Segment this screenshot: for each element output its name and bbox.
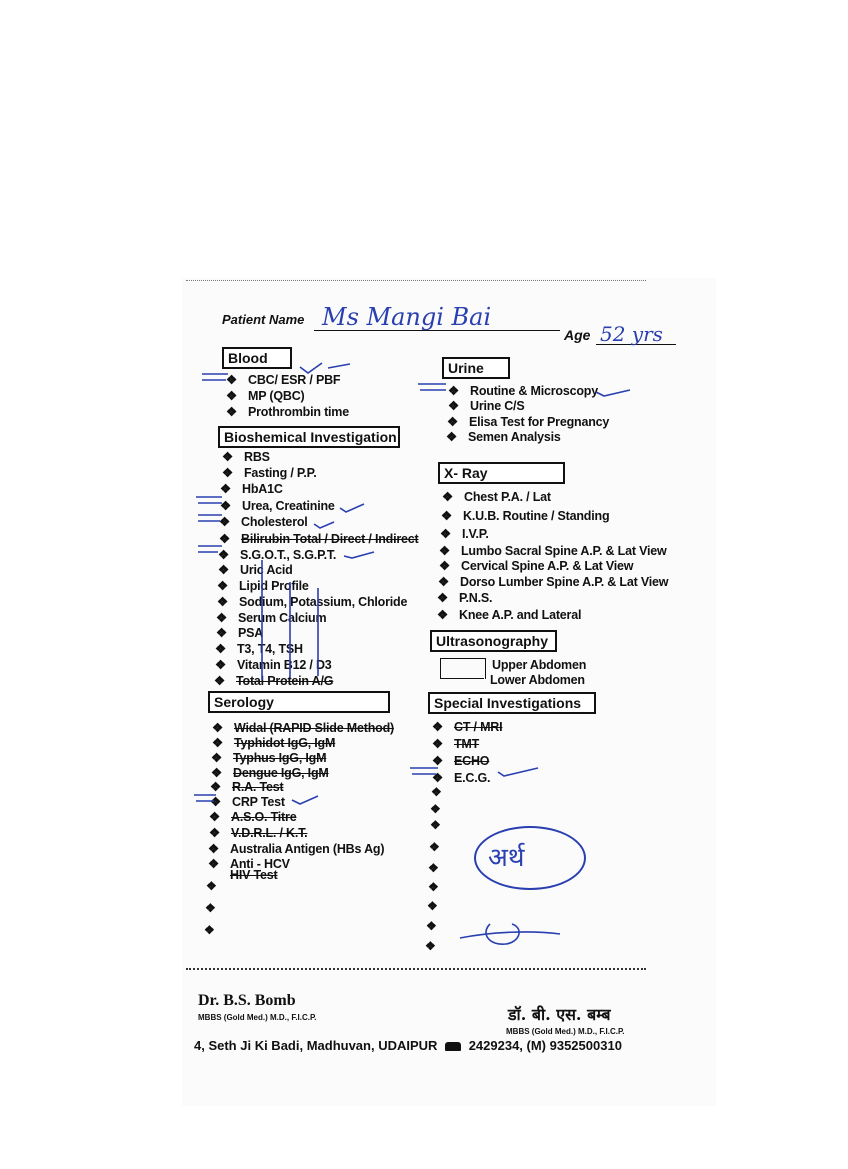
doctor-name-hi: डॉ. बी. एस. बम्ब (508, 1005, 611, 1024)
biochem-item: ❖ Fasting / P.P. (222, 466, 317, 480)
biochem-item: ❖ HbA1C (220, 482, 283, 496)
biochem-item: ❖ PSA (216, 626, 264, 640)
empty-bullet: ❖ (427, 899, 438, 913)
special-item: ❖ TMT (432, 737, 480, 751)
xray-item: ❖ Cervical Spine A.P. & Lat View (439, 559, 634, 573)
biochem-item: ❖ Sodium, Potassium, Chloride (217, 595, 408, 609)
tick-urine (418, 384, 630, 396)
clinic-address: 4, Seth Ji Ki Badi, Madhuvan, UDAIPUR 2429234, (M) 9352500310 (194, 1038, 622, 1053)
blood-item: ❖ MP (QBC) (226, 389, 305, 403)
biochem-item: ❖ RBS (222, 450, 270, 464)
biochem-item: ❖ Urea, Creatinine (220, 499, 335, 513)
tick-marks (194, 363, 630, 944)
serology-item: ❖ Australia Antigen (HBs Ag) (208, 842, 385, 856)
biochem-item: ❖ S.G.O.T., S.G.P.T. (218, 548, 337, 562)
special-item: ❖ E.C.G. (432, 771, 491, 785)
empty-bullet: ❖ (430, 818, 441, 832)
xray-item: ❖ Dorso Lumber Spine A.P. & Lat View (438, 575, 669, 589)
special-item: ❖ ECHO (432, 754, 490, 768)
serology-item: ❖ V.D.R.L. / K.T. (209, 826, 308, 840)
special-header: Special Investigations (428, 692, 596, 714)
xray-item: ❖ I.V.P. (440, 527, 489, 541)
vertical-strokes (262, 560, 318, 680)
empty-bullet: ❖ (429, 840, 440, 854)
empty-bullet: ❖ (204, 923, 215, 937)
usg-header: Ultrasonography (430, 630, 557, 652)
xray-item: ❖ Knee A.P. and Lateral (437, 608, 582, 622)
xray-item: ❖ Chest P.A. / Lat (442, 490, 551, 504)
biochem-item: ❖ Bilirubin Total / Direct / Indirect (219, 532, 419, 546)
urine-item: ❖ Routine & Microscopy (448, 384, 598, 398)
doctor-qual-hi: MBBS (Gold Med.) M.D., F.I.C.P. (506, 1027, 625, 1036)
patient-name-value: Ms Mangi Bai (322, 303, 492, 331)
serology-item: HIV Test (230, 868, 278, 882)
blood-item: ❖ CBC/ ESR / PBF (226, 373, 341, 387)
empty-bullet: ❖ (205, 901, 216, 915)
biochem-item: ❖ Lipid Profile (217, 579, 309, 593)
xray-header: X- Ray (438, 462, 565, 484)
blood-header: Blood (222, 347, 292, 369)
serology-item: ❖ R.A. Test (210, 780, 284, 794)
patient-name-label: Patient Name (222, 312, 305, 327)
serology-item: ❖ Typhidot IgG, IgM (212, 736, 336, 750)
biochem-item: ❖ Serum Calcium (216, 611, 327, 625)
blood-item: ❖ Prothrombin time (226, 405, 349, 419)
tick-ecg (410, 768, 538, 776)
empty-bullet: ❖ (428, 880, 439, 894)
urine-item: ❖ Urine C/S (448, 399, 525, 413)
age-label: Age (564, 327, 591, 343)
urine-item: ❖ Elisa Test for Pregnancy (447, 415, 610, 429)
xray-item: ❖ K.U.B. Routine / Standing (441, 509, 610, 523)
serology-item: ❖ Anti - HCV (208, 857, 290, 871)
biochem-item: ❖ Total Protein A/G (214, 674, 334, 688)
tick-crp (194, 795, 318, 804)
doctor-qual-en: MBBS (Gold Med.) M.D., F.I.C.P. (198, 1013, 317, 1022)
empty-bullet: ❖ (426, 919, 437, 933)
tick-sgot (198, 546, 374, 558)
tick-urea (196, 497, 364, 512)
tick-chol (198, 515, 334, 528)
usg-item: Upper Abdomen (492, 658, 587, 672)
xray-item: ❖ P.N.S. (437, 591, 493, 605)
biochem-item: ❖ Vitamin B12 / D3 (215, 658, 332, 672)
biochem-item: ❖ Uric Acid (218, 563, 293, 577)
special-item: ❖ CT / MRI (432, 720, 503, 734)
serology-item: ❖ Typhus IgG, IgM (211, 751, 327, 765)
age-value: 52 yrs (600, 322, 663, 346)
empty-bullet: ❖ (430, 802, 441, 816)
tick-cbc (202, 374, 228, 380)
footer-divider (186, 968, 646, 970)
empty-bullet: ❖ (425, 939, 436, 953)
biochem-item: ❖ Cholesterol (219, 515, 308, 529)
empty-bullet: ❖ (428, 861, 439, 875)
tick-blood (300, 363, 350, 373)
serology-item: ❖ Widal (RAPID Slide Method) (212, 721, 394, 735)
serology-header: Serology (208, 691, 390, 713)
handwritten-note: अर्थ (488, 843, 525, 873)
doctor-name-en: Dr. B.S. Bomb (198, 992, 296, 1009)
serology-item: ❖ Dengue IgG, IgM (211, 766, 329, 780)
phone-icon (445, 1042, 461, 1051)
xray-item: ❖ Lumbo Sacral Spine A.P. & Lat View (439, 544, 667, 558)
serology-item: ❖ A.S.O. Titre (209, 810, 297, 824)
urine-item: ❖ Semen Analysis (446, 430, 561, 444)
biochem-item: ❖ T3, T4, TSH (215, 642, 303, 656)
empty-bullet: ❖ (206, 879, 217, 893)
urine-header: Urine (442, 357, 510, 379)
empty-bullet: ❖ (431, 785, 442, 799)
biochem-header: Bioshemical Investigation (218, 426, 400, 448)
usg-item: Lower Abdomen (490, 673, 585, 687)
serology-item: ❖ CRP Test (210, 795, 285, 809)
scribble (460, 924, 560, 944)
